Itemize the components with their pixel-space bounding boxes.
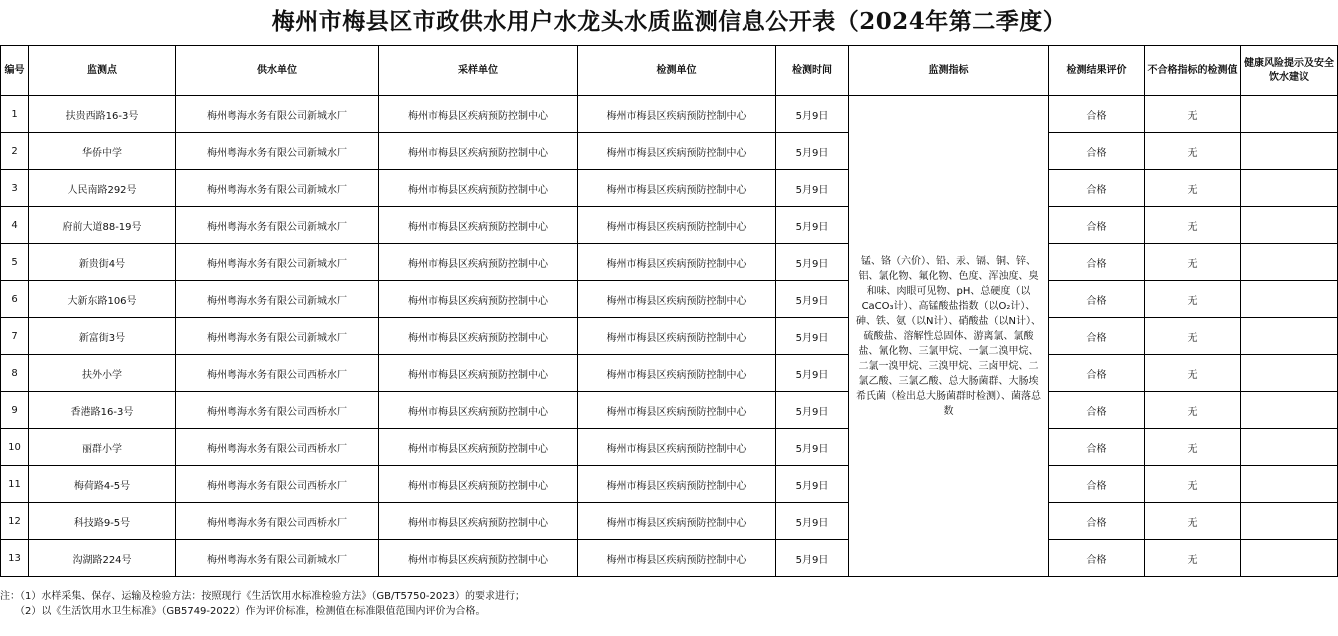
cell-time: 5月9日: [776, 281, 849, 318]
note-text-1: （1）水样采集、保存、运输及检验方法：按照现行《生活饮用水标准检验方法》（GB/T5750-2023）的要求进行；: [20, 591, 525, 602]
cell-advice: [1241, 429, 1338, 466]
cell-unqualified: 无: [1145, 281, 1241, 318]
cell-tester: 梅州市梅县区疾病预防控制中心: [578, 244, 776, 281]
table-row: [1, 318, 1338, 355]
header-no: 编号: [1, 46, 29, 96]
cell-sampler: 梅州市梅县区疾病预防控制中心: [379, 96, 578, 133]
header-unqualified: 不合格指标的检测值: [1145, 46, 1241, 96]
cell-sampler: 梅州市梅县区疾病预防控制中心: [379, 207, 578, 244]
cell-site: 丽群小学: [29, 429, 176, 466]
header-sampler: 采样单位: [379, 46, 578, 96]
table-row: [1, 392, 1338, 429]
table-row: [1, 133, 1338, 170]
cell-tester: 梅州市梅县区疾病预防控制中心: [578, 540, 776, 577]
cell-tester: 梅州市梅县区疾病预防控制中心: [578, 170, 776, 207]
cell-tester: 梅州市梅县区疾病预防控制中心: [578, 503, 776, 540]
cell-advice: [1241, 392, 1338, 429]
cell-advice: [1241, 170, 1338, 207]
cell-advice: [1241, 466, 1338, 503]
note-text-2: （2）以《生活饮用水卫生标准》（GB5749-2022）作为评价标准，检测值在标准限值范围内评价为合格。: [20, 606, 486, 617]
table-row: [1, 170, 1338, 207]
cell-no: 10: [1, 429, 29, 466]
header-advice: 健康风险提示及安全饮水建议: [1241, 46, 1338, 96]
table-row: [1, 466, 1338, 503]
cell-advice: [1241, 503, 1338, 540]
header-indicators: 监测指标: [849, 46, 1049, 96]
header-supplier: 供水单位: [176, 46, 379, 96]
cell-sampler: 梅州市梅县区疾病预防控制中心: [379, 244, 578, 281]
cell-time: 5月9日: [776, 133, 849, 170]
cell-time: 5月9日: [776, 318, 849, 355]
cell-supplier: 梅州粤海水务有限公司西桥水厂: [176, 392, 379, 429]
cell-site: 新富街3号: [29, 318, 176, 355]
cell-advice: [1241, 281, 1338, 318]
cell-site: 扶贵西路16-3号: [29, 96, 176, 133]
cell-no: 7: [1, 318, 29, 355]
cell-result: 合格: [1049, 244, 1145, 281]
cell-unqualified: 无: [1145, 429, 1241, 466]
cell-time: 5月9日: [776, 392, 849, 429]
cell-sampler: 梅州市梅县区疾病预防控制中心: [379, 503, 578, 540]
table-row: [1, 281, 1338, 318]
cell-time: 5月9日: [776, 207, 849, 244]
cell-unqualified: 无: [1145, 540, 1241, 577]
cell-supplier: 梅州粤海水务有限公司新城水厂: [176, 207, 379, 244]
cell-no: 13: [1, 540, 29, 577]
table-row: [1, 244, 1338, 281]
cell-no: 1: [1, 96, 29, 133]
cell-no: 2: [1, 133, 29, 170]
cell-supplier: 梅州粤海水务有限公司西桥水厂: [176, 429, 379, 466]
cell-time: 5月9日: [776, 355, 849, 392]
header-result: 检测结果评价: [1049, 46, 1145, 96]
cell-result: 合格: [1049, 466, 1145, 503]
cell-site: 沟湖路224号: [29, 540, 176, 577]
cell-site: 大新东路106号: [29, 281, 176, 318]
cell-unqualified: 无: [1145, 318, 1241, 355]
cell-time: 5月9日: [776, 540, 849, 577]
cell-supplier: 梅州粤海水务有限公司新城水厂: [176, 170, 379, 207]
cell-supplier: 梅州粤海水务有限公司西桥水厂: [176, 503, 379, 540]
cell-no: 5: [1, 244, 29, 281]
table-body: [1, 96, 1338, 577]
cell-site: 香港路16-3号: [29, 392, 176, 429]
cell-tester: 梅州市梅县区疾病预防控制中心: [578, 96, 776, 133]
cell-supplier: 梅州粤海水务有限公司新城水厂: [176, 133, 379, 170]
cell-time: 5月9日: [776, 503, 849, 540]
cell-no: 11: [1, 466, 29, 503]
cell-supplier: 梅州粤海水务有限公司新城水厂: [176, 281, 379, 318]
cell-result: 合格: [1049, 355, 1145, 392]
table-row: [1, 355, 1338, 392]
cell-result: 合格: [1049, 133, 1145, 170]
cell-time: 5月9日: [776, 96, 849, 133]
table-row: [1, 207, 1338, 244]
cell-unqualified: 无: [1145, 96, 1241, 133]
cell-supplier: 梅州粤海水务有限公司新城水厂: [176, 96, 379, 133]
cell-result: 合格: [1049, 281, 1145, 318]
cell-time: 5月9日: [776, 170, 849, 207]
cell-sampler: 梅州市梅县区疾病预防控制中心: [379, 318, 578, 355]
cell-time: 5月9日: [776, 429, 849, 466]
cell-advice: [1241, 540, 1338, 577]
page-title: 梅州市梅县区市政供水用户水龙头水质监测信息公开表（2024年第二季度）: [271, 8, 1067, 35]
cell-no: 3: [1, 170, 29, 207]
cell-tester: 梅州市梅县区疾病预防控制中心: [578, 318, 776, 355]
cell-unqualified: 无: [1145, 133, 1241, 170]
cell-supplier: 梅州粤海水务有限公司新城水厂: [176, 244, 379, 281]
cell-no: 12: [1, 503, 29, 540]
water-quality-table: [0, 45, 1338, 577]
cell-advice: [1241, 318, 1338, 355]
cell-tester: 梅州市梅县区疾病预防控制中心: [578, 466, 776, 503]
cell-tester: 梅州市梅县区疾病预防控制中心: [578, 429, 776, 466]
header-tester: 检测单位: [578, 46, 776, 96]
cell-tester: 梅州市梅县区疾病预防控制中心: [578, 281, 776, 318]
cell-result: 合格: [1049, 170, 1145, 207]
cell-result: 合格: [1049, 392, 1145, 429]
cell-sampler: 梅州市梅县区疾病预防控制中心: [379, 133, 578, 170]
cell-advice: [1241, 96, 1338, 133]
cell-unqualified: 无: [1145, 466, 1241, 503]
cell-unqualified: 无: [1145, 355, 1241, 392]
table-row: [1, 429, 1338, 466]
cell-site: 府前大道88-19号: [29, 207, 176, 244]
note-line-1: [0, 589, 1338, 604]
cell-no: 8: [1, 355, 29, 392]
cell-site: 新贵街4号: [29, 244, 176, 281]
cell-sampler: 梅州市梅县区疾病预防控制中心: [379, 281, 578, 318]
cell-result: 合格: [1049, 540, 1145, 577]
cell-advice: [1241, 207, 1338, 244]
cell-tester: 梅州市梅县区疾病预防控制中心: [578, 392, 776, 429]
cell-sampler: 梅州市梅县区疾病预防控制中心: [379, 540, 578, 577]
cell-site: 人民南路292号: [29, 170, 176, 207]
cell-no: 6: [1, 281, 29, 318]
table-row: [1, 503, 1338, 540]
cell-advice: [1241, 355, 1338, 392]
cell-sampler: 梅州市梅县区疾病预防控制中心: [379, 170, 578, 207]
cell-tester: 梅州市梅县区疾病预防控制中心: [578, 355, 776, 392]
cell-tester: 梅州市梅县区疾病预防控制中心: [578, 207, 776, 244]
cell-sampler: 梅州市梅县区疾病预防控制中心: [379, 466, 578, 503]
cell-result: 合格: [1049, 503, 1145, 540]
cell-supplier: 梅州粤海水务有限公司西桥水厂: [176, 355, 379, 392]
header-time: 检测时间: [776, 46, 849, 96]
cell-unqualified: 无: [1145, 207, 1241, 244]
cell-advice: [1241, 133, 1338, 170]
cell-sampler: 梅州市梅县区疾病预防控制中心: [379, 392, 578, 429]
cell-supplier: 梅州粤海水务有限公司新城水厂: [176, 540, 379, 577]
cell-unqualified: 无: [1145, 244, 1241, 281]
table-header-row: [1, 46, 1338, 96]
header-site: 监测点: [29, 46, 176, 96]
table-row: [1, 96, 1338, 133]
cell-unqualified: 无: [1145, 392, 1241, 429]
cell-result: 合格: [1049, 318, 1145, 355]
cell-supplier: 梅州粤海水务有限公司西桥水厂: [176, 466, 379, 503]
cell-indicators: 锰、铬（六价）、铅、汞、镉、铜、锌、铝、氯化物、氟化物、色度、浑浊度、臭和味、肉眼可见物、pH、总硬度（以CaCO₃计）、高锰酸盐指数（以O₂计）、砷、铁、氨（以N计）、硝酸盐（以N计）、硫酸盐、溶解性总固体、游离氯、氯酸盐、氰化物、三氯甲烷、一氯二溴甲烷、二氯一溴甲烷、三溴甲烷、三卤甲烷、二氯乙酸、三氯乙酸、总大肠菌群、大肠埃希氏菌（检出总大肠菌群时检测）、菌落总数: [849, 96, 1049, 577]
cell-sampler: 梅州市梅县区疾病预防控制中心: [379, 429, 578, 466]
cell-site: 梅荷路4-5号: [29, 466, 176, 503]
cell-supplier: 梅州粤海水务有限公司新城水厂: [176, 318, 379, 355]
cell-result: 合格: [1049, 429, 1145, 466]
cell-result: 合格: [1049, 207, 1145, 244]
cell-advice: [1241, 244, 1338, 281]
cell-no: 9: [1, 392, 29, 429]
cell-unqualified: 无: [1145, 170, 1241, 207]
cell-site: 扶外小学: [29, 355, 176, 392]
cell-no: 4: [1, 207, 29, 244]
cell-time: 5月9日: [776, 244, 849, 281]
cell-site: 科技路9-5号: [29, 503, 176, 540]
cell-time: 5月9日: [776, 466, 849, 503]
table-row: [1, 540, 1338, 577]
cell-sampler: 梅州市梅县区疾病预防控制中心: [379, 355, 578, 392]
notes-prefix: 注：: [0, 591, 20, 602]
cell-result: 合格: [1049, 96, 1145, 133]
note-line-2: [0, 604, 1338, 619]
notes: [0, 589, 1338, 619]
cell-tester: 梅州市梅县区疾病预防控制中心: [578, 133, 776, 170]
cell-site: 华侨中学: [29, 133, 176, 170]
cell-unqualified: 无: [1145, 503, 1241, 540]
